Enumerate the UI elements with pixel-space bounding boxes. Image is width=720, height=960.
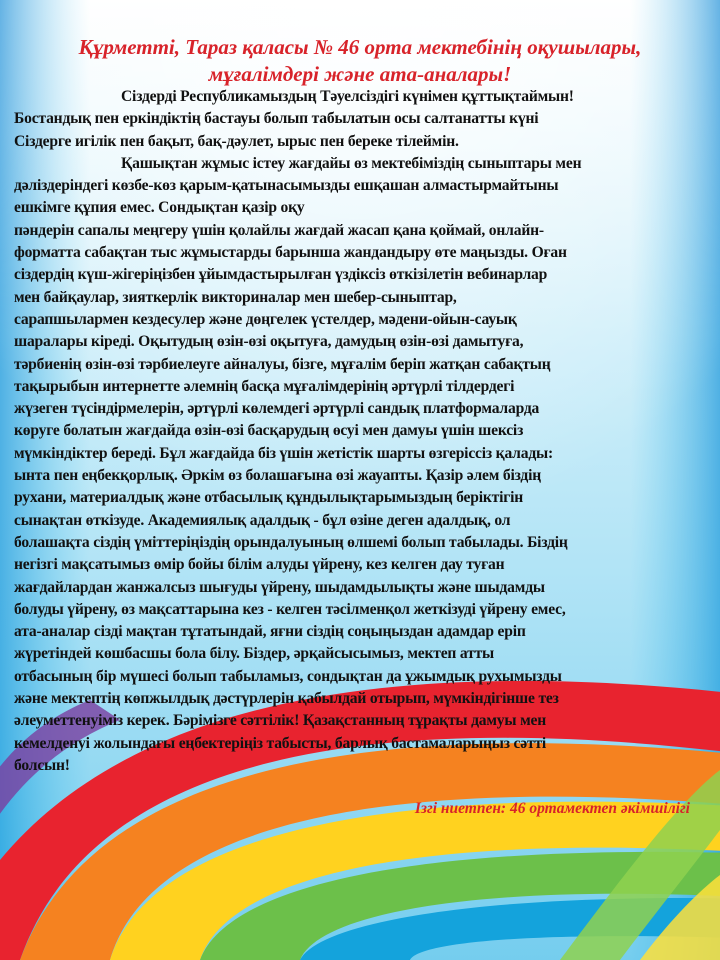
header-line-2: мұғалімдері және ата-аналары! [208, 62, 512, 86]
letter-header [20, 34, 700, 88]
body-line: мүмкіндіктер береді. Бұл жағдайда біз үшін жетістік шарты өзгеріссіз қалады: [14, 444, 553, 462]
body-line: ешкімге құпия емес. Сондықтан қазір оқу [14, 199, 305, 217]
body-line: отбасының бір мүшесі болып табыламыз, сондықтан да ұжымдық рухымызды [14, 667, 562, 685]
body-line: болсын! [14, 756, 70, 774]
body-line: сынақтан өткізуде. Академиялық адалдық - бұл өзіне деген адалдық, ол [14, 511, 511, 529]
body-line: рухани, материалдық және отбасылық құндылықтарымыздың беріктігін [14, 489, 524, 507]
body-line: дәліздеріндегі көзбе-көз қарым-қатынасымызды ешқашан алмастырмайтыны [14, 177, 559, 195]
body-line: Бостандық пен еркіндіктің бастауы болып табылатын осы салтанатты күні [14, 110, 539, 128]
body-line: көруге болатын жағдайда өзін-өзі басқарудың өсуі мен дамуы үшін шексіз [14, 422, 524, 440]
body-line: форматта сабақтан тыс жұмыстарды барынша жандандыру өте маңызды. Оған [14, 244, 567, 262]
body-line: тақырыбын интернетте әлемнің басқа мұғалімдерінің әртүрлі тілдердегі [14, 377, 515, 395]
body-line: болашақта сіздің үміттеріңіздің орындалуының өлшемі болып табылады. Біздің [14, 533, 568, 551]
body-line: болуды үйрену, өз мақсаттарына кез - келген тәсілменқол жеткізуді үйрену емес, [14, 600, 566, 618]
body-line: әлеуметтенуіміз керек. Бәрімізге сәттілік! Қазақстанның тұрақты дамуы мен [14, 712, 547, 730]
body-line: жүретіндей көшбасшы бола білу. Біздер, әрқайсысымыз, мектеп атты [14, 645, 495, 663]
body-line: пәндерін сапалы меңгеру үшін қолайлы жағдай жасап қана қоймай, онлайн- [14, 221, 544, 239]
header-line-1: Құрметті, Тараз қаласы № 46 орта мектебінің оқушылары, [78, 35, 642, 59]
signature: Ізгі ниетпен: 46 ортамектеп әкімшілігі [414, 800, 690, 817]
body-line: мен байқаулар, зияткерлік викториналар мен шебер-сыныптар, [14, 288, 457, 306]
body-line: кемелденуі жолындағы еңбектеріңіз табысты, барлық бастамаларыңыз сәтті [14, 734, 547, 752]
body-line: ата-аналар сізді мақтан тұтатындай, яғни сіздің соңыңыздан адамдар еріп [14, 623, 526, 641]
body-line: және мектептің көпжылдық дәстүрлерін қабылдай отырып, мүмкіндігінше тез [14, 690, 559, 708]
body-line: сарапшылармен кездесулер және дөңгелек үстелдер, мәдени-ойын-сауық [14, 310, 517, 328]
body-line: шаралары кіреді. Оқытудың өзін-өзі оқытуға, дамудың өзін-өзі дамытуға, [14, 333, 524, 351]
body-line: ынта пен еңбекқорлық. Әркім өз болашағына өзі жауапты. Қазір әлем біздің [14, 467, 541, 485]
letter-body [14, 86, 694, 777]
body-line: Қашықтан жұмыс істеу жағдайы өз мектебіміздің сыныптары мен [121, 154, 582, 172]
body-line: тәрбиенің өзін-өзі тәрбиелеуге айналуы, бізге, мұғалім беріп жатқан сабақтың [14, 355, 551, 373]
body-line: Сіздерді Республикамыздың Тәуелсіздігі күнімен құттықтаймын! [121, 88, 574, 105]
body-line: жағдайлардан жанжалсыз шығуды үйрену, шыдамдылықты және шыдамды [14, 578, 545, 596]
body-line: Сіздерге игілік пен бақыт, бақ-дәулет, ырыс пен береке тілеймін. [14, 132, 459, 150]
body-line: негізгі мақсатымыз өмір бойы білім алуды үйрену, кез келген дау туған [14, 556, 505, 574]
body-line: жүзеген түсіндірмелерін, әртүрлі көлемдегі әртүрлі сандық платформаларда [14, 400, 540, 418]
body-line: сіздердің күш-жігеріңізбен ұйымдастырылған үздіксіз өткізілетін вебинарлар [14, 266, 548, 284]
